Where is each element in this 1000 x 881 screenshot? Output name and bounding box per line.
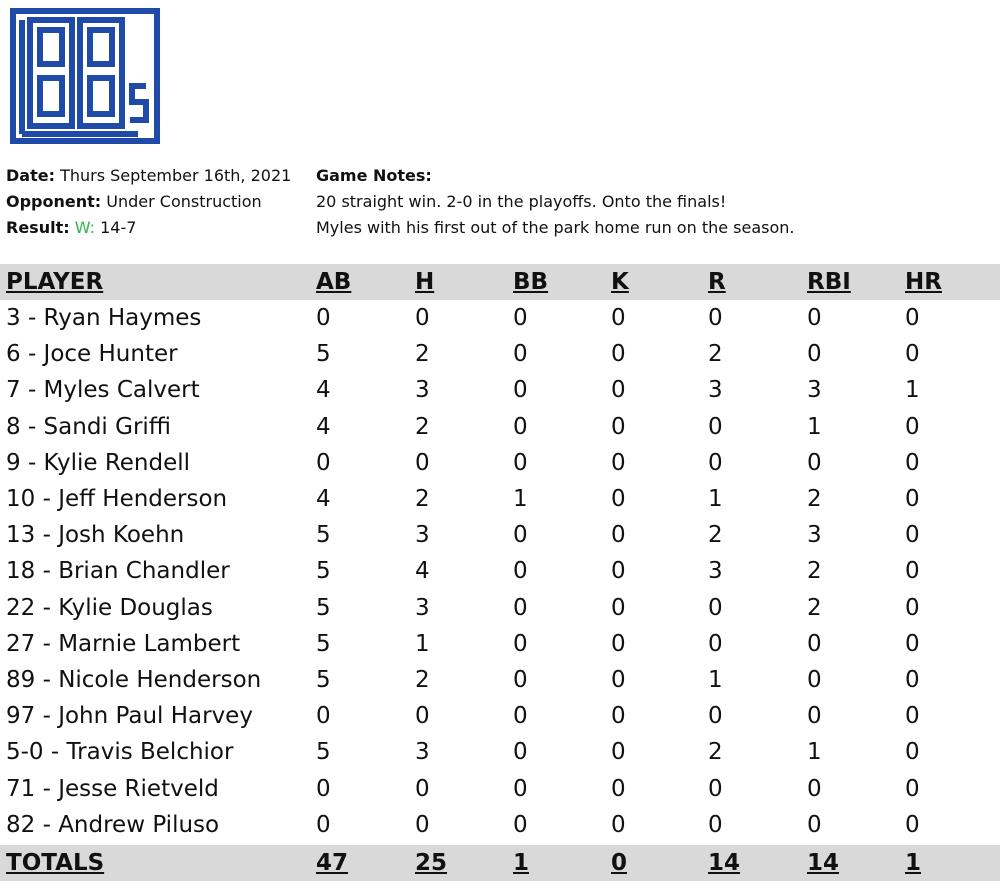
cell-player-name: 27 - Marnie Lambert: [6, 630, 241, 657]
game-notes: [316, 163, 795, 241]
cell-player-name: 89 - Nicole Henderson: [6, 667, 262, 693]
cell-k: 0: [611, 486, 626, 512]
cell-bb: 0: [513, 305, 528, 331]
table-row: [0, 734, 1000, 770]
cell-bb: 0: [513, 558, 528, 585]
cell-rbi: 0: [807, 449, 822, 476]
table-row: [0, 590, 1000, 626]
cell-h: 2: [415, 341, 430, 368]
cell-ab: 0: [316, 703, 331, 730]
cell-rbi: 1: [807, 739, 822, 766]
cell-hr: 0: [905, 630, 920, 657]
cell-hr: 0: [905, 413, 920, 440]
cell-r: 2: [708, 341, 723, 368]
cell-hr: 0: [905, 703, 920, 730]
cell-rbi: 0: [807, 630, 822, 657]
cell-ab: 0: [316, 305, 331, 331]
cell-ab: 5: [316, 558, 331, 585]
cell-h: 0: [415, 305, 430, 331]
cell-bb: 0: [513, 667, 528, 693]
cell-h: 0: [415, 811, 430, 838]
cell-r: 0: [708, 811, 723, 838]
cell-player-name: 6 - Joce Hunter: [6, 341, 178, 368]
cell-h: 2: [415, 667, 430, 693]
cell-ab: 5: [316, 341, 331, 368]
table-row: [0, 626, 1000, 662]
cell-r: 0: [708, 449, 723, 476]
cell-rbi: 3: [807, 522, 822, 549]
cell-rbi: 3: [807, 377, 822, 404]
totals-hr: 1: [905, 850, 922, 876]
cell-r: 0: [708, 305, 723, 331]
cell-hr: 0: [905, 558, 920, 585]
cell-rbi: 2: [807, 486, 822, 512]
cell-h: 3: [415, 522, 430, 549]
cell-player-name: 13 - Josh Koehn: [6, 522, 185, 549]
cell-hr: 0: [905, 667, 920, 693]
stats-totals-row: [0, 845, 1000, 881]
cell-ab: 5: [316, 594, 331, 621]
cell-h: 3: [415, 739, 430, 766]
totals-ab: 47: [316, 850, 349, 876]
table-row: [0, 698, 1000, 734]
cell-rbi: 0: [807, 667, 822, 693]
table-row: [0, 336, 1000, 372]
cell-k: 0: [611, 522, 626, 549]
stats-header-row: [0, 264, 1000, 300]
table-row: [0, 662, 1000, 698]
cell-h: 2: [415, 413, 430, 440]
cell-k: 0: [611, 377, 626, 404]
cell-ab: 0: [316, 775, 331, 802]
cell-rbi: 0: [807, 305, 822, 331]
cell-r: 0: [708, 630, 723, 657]
cell-hr: 0: [905, 305, 920, 331]
cell-k: 0: [611, 305, 626, 331]
totals-k: 0: [611, 850, 628, 876]
cell-ab: 4: [316, 377, 331, 404]
cell-rbi: 2: [807, 594, 822, 621]
table-row: [0, 481, 1000, 517]
totals-bb: 1: [513, 850, 530, 876]
table-row: [0, 553, 1000, 589]
cell-rbi: 2: [807, 558, 822, 585]
cell-k: 0: [611, 739, 626, 766]
header-hr: HR: [905, 269, 942, 295]
cell-hr: 0: [905, 449, 920, 476]
cell-player-name: 97 - John Paul Harvey: [6, 703, 253, 730]
cell-player-name: 82 - Andrew Piluso: [6, 811, 220, 838]
cell-hr: 0: [905, 522, 920, 549]
cell-h: 1: [415, 630, 430, 657]
cell-h: 4: [415, 558, 430, 585]
cell-k: 0: [611, 630, 626, 657]
totals-h: 25: [415, 850, 448, 876]
game-notes-label: Game Notes:: [316, 166, 432, 185]
cell-r: 3: [708, 558, 723, 585]
table-row: [0, 300, 1000, 336]
cell-k: 0: [611, 775, 626, 802]
header-h: H: [415, 269, 435, 295]
cell-h: 0: [415, 775, 430, 802]
cell-bb: 0: [513, 413, 528, 440]
cell-hr: 0: [905, 811, 920, 838]
game-opponent: Opponent: Under Construction: [6, 192, 262, 211]
cell-r: 1: [708, 486, 723, 512]
cell-hr: 0: [905, 486, 920, 512]
cell-r: 2: [708, 522, 723, 549]
cell-player-name: 71 - Jesse Rietveld: [6, 775, 219, 802]
cell-hr: 0: [905, 739, 920, 766]
cell-rbi: 0: [807, 775, 822, 802]
header-k: K: [611, 269, 629, 295]
game-date: Date: Thurs September 16th, 2021: [6, 166, 292, 185]
cell-bb: 0: [513, 341, 528, 368]
cell-player-name: 3 - Ryan Haymes: [6, 305, 202, 331]
cell-ab: 0: [316, 811, 331, 838]
cell-player-name: 7 - Myles Calvert: [6, 377, 200, 404]
cell-player-name: 18 - Brian Chandler: [6, 558, 230, 585]
cell-player-name: 22 - Kylie Douglas: [6, 594, 213, 621]
cell-hr: 0: [905, 341, 920, 368]
cell-ab: 4: [316, 413, 331, 440]
cell-r: 0: [708, 413, 723, 440]
cell-ab: 5: [316, 667, 331, 693]
cell-rbi: 1: [807, 413, 822, 440]
cell-r: 0: [708, 775, 723, 802]
game-info: [6, 163, 291, 241]
cell-bb: 0: [513, 775, 528, 802]
game-notes-line: 20 straight win. 2-0 in the playoffs. Onto the finals!: [316, 192, 727, 211]
totals-r: 14: [708, 850, 741, 876]
totals-rbi: 14: [807, 850, 840, 876]
cell-bb: 0: [513, 703, 528, 730]
header-player: PLAYER: [6, 269, 104, 295]
cell-ab: 5: [316, 739, 331, 766]
table-row: [0, 517, 1000, 553]
cell-r: 0: [708, 594, 723, 621]
team-logo-88s-icon: [8, 6, 162, 146]
header-bb: BB: [513, 269, 549, 295]
cell-bb: 0: [513, 739, 528, 766]
header-r: R: [708, 269, 726, 295]
cell-k: 0: [611, 449, 626, 476]
cell-k: 0: [611, 558, 626, 585]
cell-k: 0: [611, 413, 626, 440]
cell-rbi: 0: [807, 703, 822, 730]
cell-player-name: 8 - Sandi Griffi: [6, 413, 172, 440]
cell-k: 0: [611, 341, 626, 368]
cell-h: 0: [415, 449, 430, 476]
table-row: [0, 372, 1000, 408]
cell-bb: 0: [513, 594, 528, 621]
totals-label: TOTALS: [6, 850, 105, 876]
cell-rbi: 0: [807, 811, 822, 838]
cell-k: 0: [611, 667, 626, 693]
cell-ab: 0: [316, 449, 331, 476]
table-row: [0, 445, 1000, 481]
cell-hr: 0: [905, 594, 920, 621]
cell-r: 3: [708, 377, 723, 404]
table-row: [0, 409, 1000, 445]
game-notes-line: Myles with his first out of the park home run on the season.: [316, 218, 795, 237]
cell-bb: 0: [513, 449, 528, 476]
cell-r: 2: [708, 739, 723, 766]
cell-rbi: 0: [807, 341, 822, 368]
cell-r: 0: [708, 703, 723, 730]
cell-k: 0: [611, 594, 626, 621]
cell-h: 2: [415, 486, 430, 512]
cell-h: 3: [415, 594, 430, 621]
game-result: Result: W: 14-7: [6, 218, 137, 237]
table-row: [0, 807, 1000, 843]
cell-bb: 0: [513, 522, 528, 549]
cell-k: 0: [611, 703, 626, 730]
cell-bb: 0: [513, 630, 528, 657]
cell-hr: 0: [905, 775, 920, 802]
cell-bb: 0: [513, 377, 528, 404]
header-ab: AB: [316, 269, 352, 295]
cell-player-name: 9 - Kylie Rendell: [6, 449, 191, 476]
cell-r: 1: [708, 667, 723, 693]
cell-player-name: 5-0 - Travis Belchior: [6, 739, 234, 766]
cell-bb: 0: [513, 811, 528, 838]
cell-ab: 4: [316, 486, 331, 512]
header-rbi: RBI: [807, 269, 851, 295]
cell-h: 0: [415, 703, 430, 730]
cell-ab: 5: [316, 630, 331, 657]
cell-ab: 5: [316, 522, 331, 549]
cell-hr: 1: [905, 377, 920, 404]
cell-bb: 1: [513, 486, 528, 512]
cell-player-name: 10 - Jeff Henderson: [6, 486, 228, 512]
cell-h: 3: [415, 377, 430, 404]
cell-k: 0: [611, 811, 626, 838]
table-row: [0, 771, 1000, 807]
